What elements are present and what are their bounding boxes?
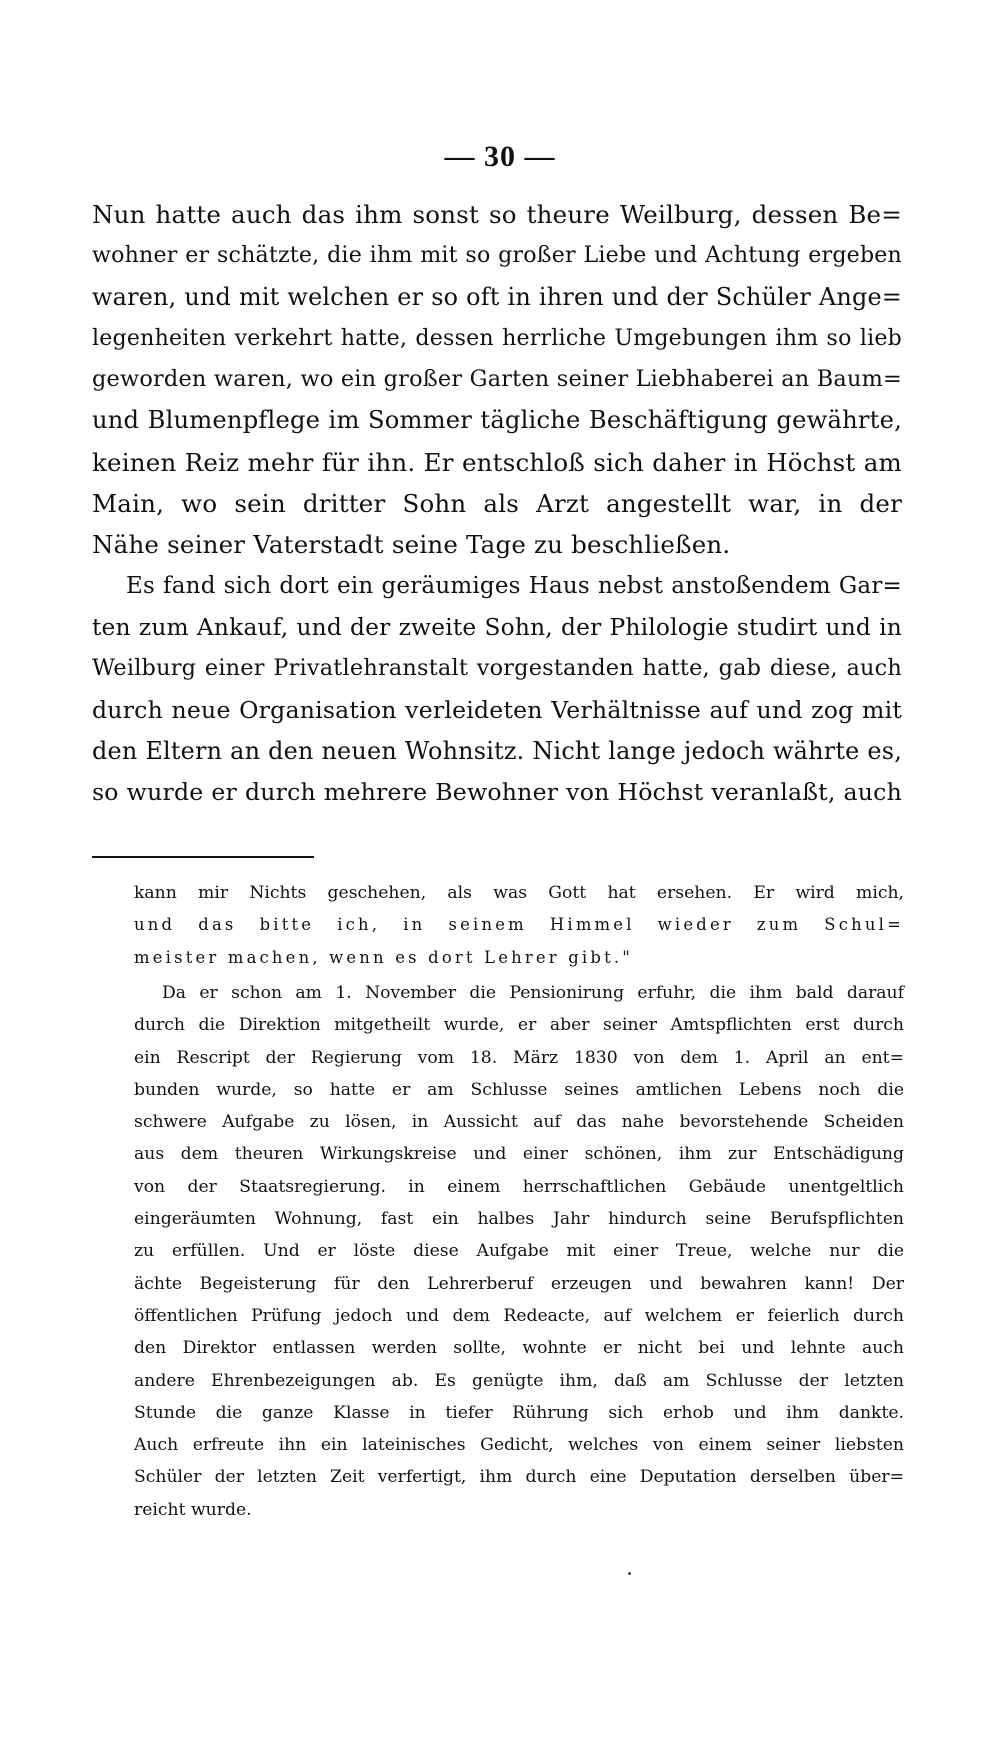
text-line: wohner er schätzte, die ihm mit so großer Liebe und Achtung ergeben	[92, 242, 902, 269]
footnote-line: durch die Direktion mitgetheilt wurde, er aber seiner Amtspflichten erst durch	[134, 1015, 904, 1036]
footnote-line: schwere Aufgabe zu lösen, in Aussicht auf das nahe bevorstehende Scheiden	[134, 1112, 904, 1133]
text-line: Weilburg einer Privatlehranstalt vorgestanden hatte, gab diese, auch	[92, 655, 902, 682]
footnote-line: öffentlichen Prüfung jedoch und dem Redeacte, auf welchem er feierlich durch	[134, 1305, 904, 1326]
footnote-line: den Direktor entlassen werden sollte, wohnte er nicht bei und lehnte auch	[134, 1338, 904, 1359]
main-text	[92, 194, 902, 813]
text-line: waren, und mit welchen er so oft in ihren und der Schüler Ange=	[92, 282, 902, 311]
footnote-line: Auch erfreute ihn ein lateinisches Gedicht, welches von einem seiner liebsten	[134, 1435, 904, 1456]
footnote-line: eingeräumten Wohnung, fast ein halbes Jahr hindurch seine Berufspflichten	[134, 1209, 904, 1230]
footnote-line: Da er schon am 1. November die Pensionirung erfuhr, die ihm bald darauf	[162, 983, 904, 1003]
footnote-line: andere Ehrenbezeigungen ab. Es genügte ihm, daß am Schlusse der letzten	[134, 1370, 904, 1391]
footnote-line: ein Rescript der Regierung vom 18. März 1830 von dem 1. April an ent=	[134, 1047, 904, 1068]
footnote-line: von der Staatsregierung. in einem herrschaftlichen Gebäude unentgeltlich	[134, 1176, 904, 1197]
footnote-line: reicht wurde.	[134, 1499, 252, 1520]
footnote-line: zu erfüllen. Und er löste diese Aufgabe mit einer Treue, welche nur die	[134, 1241, 904, 1262]
text-line: ten zum Ankauf, und der zweite Sohn, der Philologie studirt und in	[92, 613, 902, 641]
text-line: keinen Reiz mehr für ihn. Er entschloß sich daher in Höchst am	[92, 447, 902, 477]
text-line: legenheiten verkehrt hatte, dessen herrliche Umgebungen ihm so lieb	[92, 324, 902, 351]
footnote-line: bunden wurde, so hatte er am Schlusse seines amtlichen Lebens noch die	[134, 1079, 904, 1100]
print-speck	[628, 1572, 631, 1575]
text-line: Main, wo sein dritter Sohn als Arzt angestellt war, in der	[92, 489, 902, 519]
footnote-line: Schüler der letzten Zeit verfertigt, ihm durch eine Deputation derselben über=	[134, 1467, 904, 1488]
text-line: und Blumenpflege im Sommer tägliche Beschäftigung gewährte,	[92, 406, 902, 435]
text-line: Nähe seiner Vaterstadt seine Tage zu beschließen.	[92, 530, 731, 560]
text-line: Nun hatte auch das ihm sonst so theure Weilburg, dessen Be=	[92, 200, 902, 229]
footnote-line: kann mir Nichts geschehen, als was Gott hat ersehen. Er wird mich,	[134, 883, 904, 903]
footnote-main	[134, 977, 904, 1526]
text-line: durch neue Organisation verleideten Verhältnisse auf und zog mit	[92, 695, 902, 724]
text-line: den Eltern an den neuen Wohnsitz. Nicht lange jedoch währte es,	[92, 736, 902, 765]
footnote-line: aus dem theuren Wirkungskreise und einer schönen, ihm zur Entschädigung	[134, 1144, 904, 1165]
footnote-separator	[92, 856, 314, 858]
footnote-line: und das bitte ich, in seinem Himmel wieder zum Schul=	[134, 915, 904, 935]
page-number: — 30 —	[444, 140, 556, 173]
text-line: so wurde er durch mehrere Bewohner von Höchst veranlaßt, auch	[92, 778, 902, 807]
footnote-line: ächte Begeisterung für den Lehrerberuf erzeugen und bewahren kann! Der	[134, 1273, 904, 1294]
footnote-line: meister machen, wenn es dort Lehrer gibt."	[134, 947, 634, 967]
footnote-continuation	[134, 877, 904, 974]
text-line: Es fand sich dort ein geräumiges Haus nebst anstoßendem Gar=	[126, 572, 902, 599]
footnote-line: Stunde die ganze Klasse in tiefer Rührung sich erhob und ihm dankte.	[134, 1402, 904, 1423]
text-line: geworden waren, wo ein großer Garten seiner Liebhaberei an Baum=	[92, 366, 902, 393]
